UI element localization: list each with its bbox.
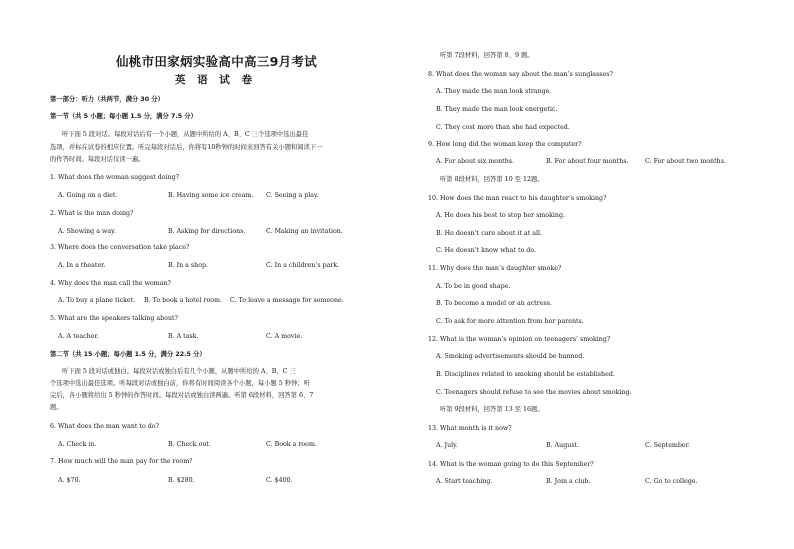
option-c: C. Book a room. xyxy=(266,441,317,448)
option-b: B. They made the man look energetic. xyxy=(436,106,558,113)
option-a: A. They made the man look strange. xyxy=(436,88,552,95)
option-c: C. September. xyxy=(645,442,690,449)
option-b: B. $280. xyxy=(168,477,195,484)
question-text: 2. What is the man doing? xyxy=(50,210,134,217)
option-a: A. July. xyxy=(436,442,458,449)
listening-note: 听第 9段材料，回答第 13 至 16题。 xyxy=(440,406,544,413)
exam-title: 仙桃市田家炳实验高中高三9月考试 xyxy=(116,54,317,69)
option-c: C. A movie. xyxy=(266,333,303,340)
question-text: 3. Where does the conversation take place? xyxy=(50,244,190,251)
option-b: B. Disciplines related to smoking should be established. xyxy=(436,371,615,378)
option-a: A. For about six months. xyxy=(436,158,514,165)
option-a: A. Showing a way. xyxy=(58,228,116,235)
option-b: B. A task. xyxy=(168,333,199,340)
option-b: B. To book a hotel room. xyxy=(144,297,223,304)
option-a: A. To be in good shape. xyxy=(436,283,511,290)
question-text: 13. What month is it now? xyxy=(428,425,512,432)
option-b: B. Join a club. xyxy=(546,478,591,485)
option-a: A. To buy a plane ticket. xyxy=(58,297,136,304)
option-a: A. A teacher. xyxy=(58,333,99,340)
option-b: B. Asking for directions. xyxy=(168,228,246,235)
option-b: B. He doesn’t care about it at all. xyxy=(436,230,543,237)
option-b: B. Having some ice cream. xyxy=(168,192,254,199)
question-text: 5. What are the speakers talking about? xyxy=(50,315,178,322)
part1-heading: 第一部分：听力（共两节，满分 30 分） xyxy=(50,96,164,103)
option-a: A. Smoking advertisements should be banned. xyxy=(436,353,585,360)
question-text: 1. What does the woman suggest doing? xyxy=(50,174,180,181)
option-c: C. Seeing a play. xyxy=(266,192,319,199)
option-c: C. He doesn’t know what to do. xyxy=(436,247,537,254)
option-a: A. Going on a diet. xyxy=(58,192,118,199)
option-c: C. Go to college. xyxy=(645,478,698,485)
option-a: A. He does his best to stop her smoking. xyxy=(436,212,565,219)
question-text: 9. How long did the woman keep the computer? xyxy=(428,141,582,148)
option-c: C. Making an invitation. xyxy=(266,228,343,235)
listening-note: 听第 7段材料，回答第 8、9 题。 xyxy=(440,52,534,59)
option-b: B. In a shop. xyxy=(168,262,209,269)
option-b: B. August. xyxy=(546,442,580,449)
option-a: A. In a theater. xyxy=(58,262,106,269)
question-text: 10. How does the man react to his daughter’s smoking? xyxy=(428,195,607,202)
section2-heading: 第二节（共 15 小题；每小题 1.5 分，满分 22.5 分） xyxy=(50,351,206,358)
listening-note: 听第 8段材料，回答第 10 至 12题。 xyxy=(440,176,544,183)
section1-intro-line: 听下面 5 段对话。每段对话后有一个小题，从题中所给的 A、B、C 三个选项中选出最佳 xyxy=(62,131,309,138)
option-b: B. Check out. xyxy=(168,441,211,448)
option-b: B. For about four months. xyxy=(546,158,629,165)
option-a: A. $70. xyxy=(58,477,81,484)
section2-intro-line: 听下面 5 段对话或独白。每段对话或独白后有几个小题，从题中所给的 A、B、C 三 xyxy=(62,368,296,375)
option-c: C. Teenagers should refuse to see the movies about smoking. xyxy=(436,389,632,396)
section1-intro-line: 选项，并标在试卷的相应位置。听完每段对话后，你将有10秒钟的时间来回答有关小题和阅读下一 xyxy=(50,144,323,151)
exam-subtitle: 英 语 试 卷 xyxy=(175,74,256,86)
option-a: A. Check in. xyxy=(58,441,97,448)
option-c: C. To leave a message for someone. xyxy=(230,297,344,304)
option-a: A. Start teaching. xyxy=(436,478,493,485)
section1-intro-line: 的作答时间。每段对话仅读一遍。 xyxy=(50,156,145,163)
question-text: 14. What is the woman going to do this September? xyxy=(428,461,594,468)
question-text: 8. What does the woman say about the man’s sunglasses? xyxy=(428,71,613,78)
option-c: C. For about two months. xyxy=(645,158,726,165)
option-c: C. $400. xyxy=(266,477,293,484)
option-c: C. To ask for more attention from her parents. xyxy=(436,318,584,325)
question-text: 6. What does the man want to do? xyxy=(50,423,159,430)
option-c: C. In a children’s park. xyxy=(266,262,340,269)
section2-intro-line: 题。 xyxy=(50,404,63,411)
option-b: B. To become a model or an actress. xyxy=(436,300,552,307)
section1-heading: 第一节（共 5 小题；每小题 1.5 分，满分 7.5 分） xyxy=(50,113,197,120)
section2-intro-line: 完后，各小题将给出 5 秒钟的作答时间。每段对话或独白读两遍。听第 6段材料，回答第 6、7 xyxy=(50,392,314,399)
question-text: 7. How much will the man pay for the room? xyxy=(50,458,193,465)
option-c: C. They cost more than she had expected. xyxy=(436,124,570,131)
question-text: 11. Why does the man’s daughter smoke? xyxy=(428,265,562,272)
question-text: 4. Why does the man call the woman? xyxy=(50,280,171,287)
question-text: 12. What is the woman’s opinion on teenagers’ smoking? xyxy=(428,336,611,343)
section2-intro-line: 个选项中选出最佳选项。听每段对话或独白前，你将有时间阅读各个小题，每小题 5 秒钟；听 xyxy=(50,380,310,387)
